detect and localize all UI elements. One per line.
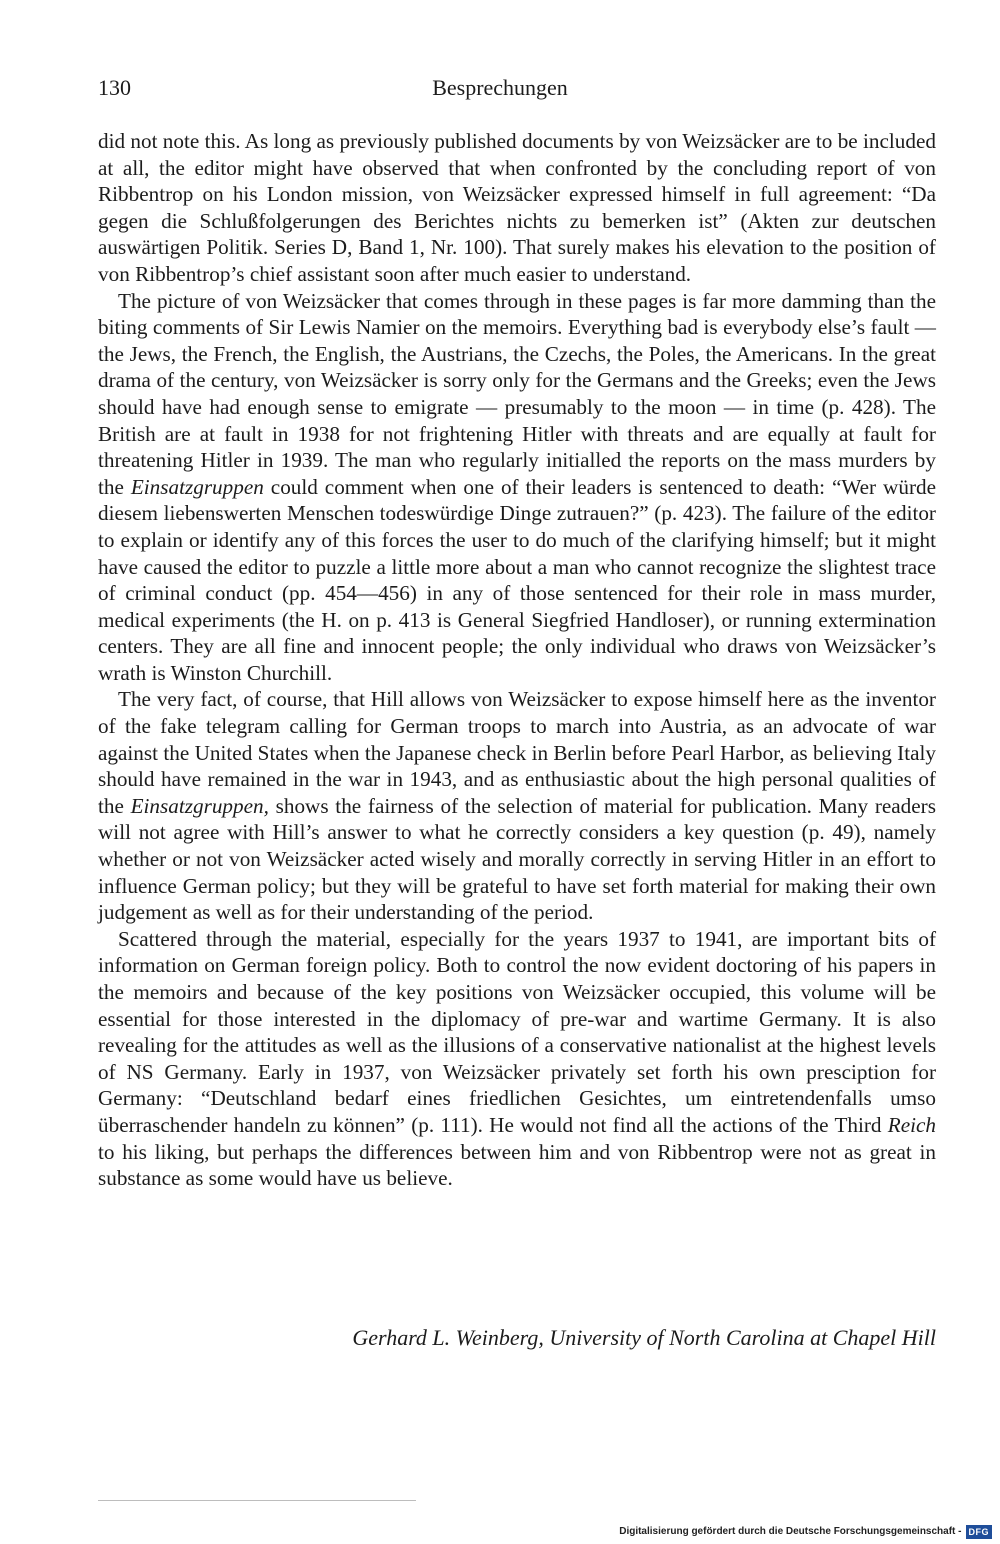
page-number: 130 <box>98 75 131 100</box>
text-run: could comment when one of their leaders is sentenced to death: “Wer würde diesem liebenswerten Menschen todeswürdige Dinge zutrauen?” (p. 423). The failure of the editor to explain or identify any of this forces the user to do much of the clarifying himself; but it might have caused the editor to puzzle a little more about a man who cannot recognize the slightest trace of criminal conduct (pp. 454—456) in any of those sentenced for their role in mass murder, medical experiments (the H. on p. 413 is General Siegfried Handloser), or running extermination centers. They are all fine and innocent people; the only individual who draws von Weizsäcker’s wrath is Winston Churchill. <box>98 474 936 685</box>
text-run: shows the fairness of the selection of material for publication. Many readers will not agree with Hill’s answer to what he correctly considers a key question (p. 49), namely whether or not von Weizsäcker acted wisely and morally correctly in serving Hitler in an effort to influence German policy; but they will be grateful to have set forth material for making their own judgement as well as for their understanding of the period. <box>98 793 936 925</box>
text-run: did not note this. As long as previously published documents by von Weizsäcker are to be included at all, the editor might have observed that when confronted by the concluding report of von Ribbentrop on his London mission, von Weizsäcker expressed himself in full agreement: “Da gegen die Schlußfolgerungen des Berichtes nichts zu bemerken ist” (Akten zur deutschen auswärtigen Politik. Series D, Band 1, Nr. 100). That surely makes his elevation to the position of von Ribbentrop’s chief assistant soon after much easier to understand. <box>98 129 936 286</box>
italic-term: Reich <box>887 1112 936 1137</box>
paragraph-foreign-policy <box>98 926 936 1192</box>
text-run: Scattered through the material, especially for the years 1937 to 1941, are important bits of information on German foreign policy. Both to control the now evident doctoring of his papers in the memoirs and because of the key positions von Weizsäcker occupied, this volume will be essential for those interested in the diplomacy of pre-war and wartime Germany. It is also revealing for the attitudes as well as the illusions of a conservative nationalist at the highest levels of NS Germany. Early in 1937, von Weizsäcker privately set forth his own presciption for Germany: “Deutschland bedarf eines friedlichen Gesichtes, um eintretendenfalls umso überraschender handeln zu können” (p. 111). He would not find all the actions of the Third <box>98 926 936 1137</box>
paragraph-selection-fairness <box>98 686 936 925</box>
italic-term: Einsatzgruppen, <box>130 793 269 818</box>
review-body <box>98 128 936 1192</box>
text-run: The picture of von Weizsäcker that comes through in these pages is far more damming than the biting comments of Sir Lewis Namier on the memoirs. Everything bad is everybody else’s fault — the Jews, the French, the English, the Austrians, the Czechs, the Poles, the Americans. In the great drama of the century, von Weizsäcker is sorry only for the Germans and the Greeks; even the Jews should have had enough sense to emigrate — presumably to the moon — in time (p. 428). The British are at fault in 1938 for not frightening Hitler with threats and are equally at fault for threatening Hitler in 1939. The man who regularly initialled the reports on the mass murders by the <box>98 288 936 499</box>
divider-line <box>98 1500 416 1501</box>
text-run: to his liking, but perhaps the differences between him and von Ribbentrop were not as great in substance as some would have us believe. <box>98 1139 936 1191</box>
italic-term: Einsatzgruppen <box>130 474 264 499</box>
paragraph-weizsacker-picture <box>98 288 936 687</box>
paragraph-continuation <box>98 128 936 288</box>
footer-text: Digitalisierung gefördert durch die Deutsche Forschungsgemeinschaft - <box>619 1526 962 1537</box>
running-head: Besprechungen <box>432 75 568 100</box>
reviewer-signature: Gerhard L. Weinberg, University of North Carolina at Chapel Hill <box>352 1325 936 1350</box>
dfg-logo: DFG <box>966 1525 993 1539</box>
text-run: The very fact, of course, that Hill allows von Weizsäcker to expose himself here as the inventor of the fake telegram calling for German troops to march into Austria, as an advocate of war against the United States when the Japanese check in Berlin before Pearl Harbor, as believing Italy should have remained in the war in 1943, and as enthusiastic about the high personal qualities of the <box>98 687 936 818</box>
digitization-footer <box>619 1525 992 1539</box>
